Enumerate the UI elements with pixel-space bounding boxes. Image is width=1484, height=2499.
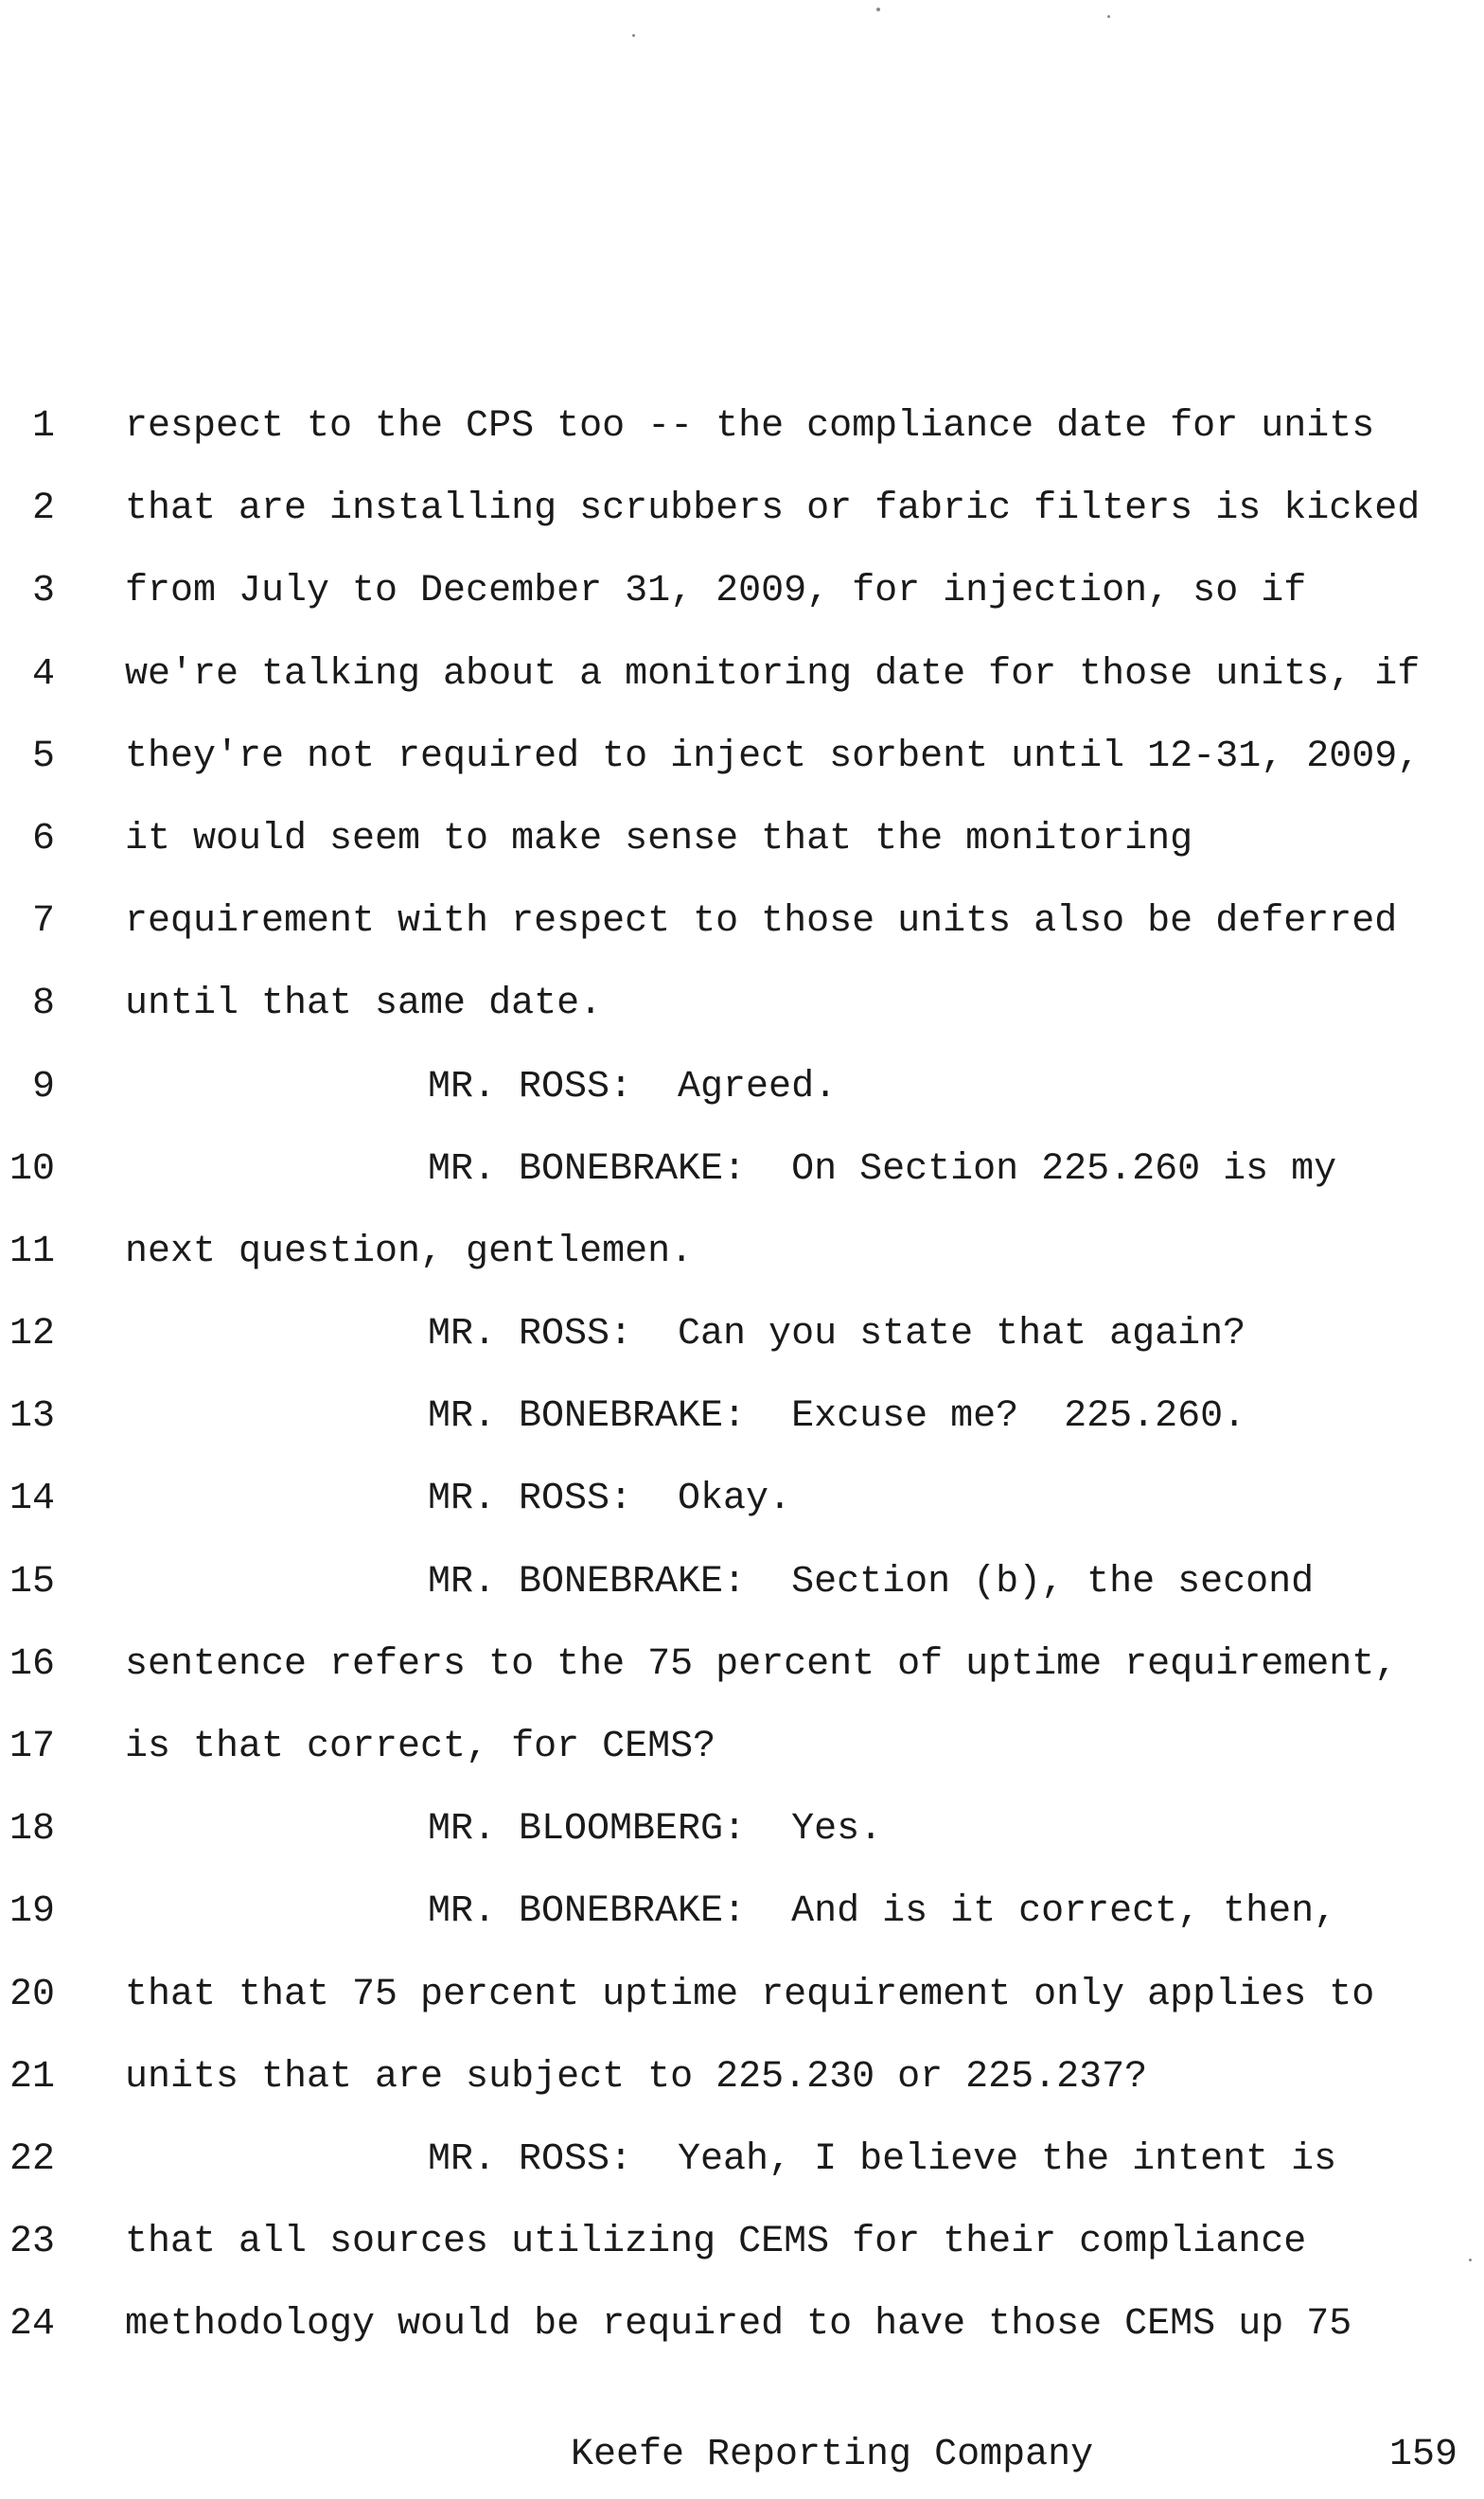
line-number: 1 (31, 405, 55, 448)
transcript-line (0, 485, 1484, 567)
transcript-line (0, 1723, 1484, 1805)
line-text: until that same date. (125, 983, 603, 1026)
line-text: sentence refers to the 75 percent of uptime requirement, (125, 1642, 1398, 1686)
speaker-line-text: MR. BONEBRAKE: And is it correct, then, (428, 1890, 1337, 1934)
transcript-line (0, 1805, 1484, 1888)
line-text: that are installing scrubbers or fabric filters is kicked (125, 487, 1421, 531)
speaker-line-text: MR. ROSS: Okay. (428, 1478, 792, 1521)
line-number: 15 (9, 1560, 55, 1604)
transcript-line (0, 980, 1484, 1062)
transcript-line (0, 733, 1484, 815)
line-number: 20 (9, 1973, 55, 2016)
line-text: respect to the CPS too -- the compliance date for units (125, 405, 1375, 448)
speaker-line-text: MR. BLOOMBERG: Yes. (428, 1808, 883, 1852)
line-number: 12 (9, 1313, 55, 1356)
line-number: 14 (9, 1478, 55, 1521)
scan-mark (1107, 15, 1110, 18)
transcript-line (0, 1310, 1484, 1392)
transcript-line (0, 1640, 1484, 1723)
scan-mark (876, 8, 880, 11)
speaker-line-text: MR. ROSS: Yeah, I believe the intent is (428, 2137, 1337, 2181)
line-number: 5 (31, 735, 55, 778)
transcript-line (0, 1063, 1484, 1145)
line-number: 3 (31, 570, 55, 613)
transcript-line (0, 567, 1484, 649)
line-text: they're not required to inject sorbent until 12-31, 2009, (125, 735, 1421, 778)
line-text: units that are subject to 225.230 or 225.237? (125, 2055, 1148, 2099)
line-text: that all sources utilizing CEMS for their compliance (125, 2221, 1307, 2264)
line-text: that that 75 percent uptime requirement only applies to (125, 1973, 1375, 2016)
line-number: 8 (31, 983, 55, 1026)
line-text: is that correct, for CEMS? (125, 1726, 716, 1768)
line-number: 16 (9, 1642, 55, 1686)
footer-company-name: Keefe Reporting Company (571, 2434, 1094, 2476)
line-text: methodology would be required to have those CEMS up 75 (125, 2303, 1352, 2347)
line-number: 24 (9, 2303, 55, 2347)
line-number: 23 (9, 2221, 55, 2264)
speaker-line-text: MR. ROSS: Agreed. (428, 1065, 838, 1108)
transcript-body (0, 402, 1484, 2384)
transcript-line (0, 897, 1484, 980)
line-number: 18 (9, 1808, 55, 1852)
scan-mark (632, 34, 635, 37)
transcript-line (0, 2218, 1484, 2300)
transcript-line (0, 1145, 1484, 1228)
transcript-line (0, 650, 1484, 733)
line-text: we're talking about a monitoring date for those units, if (125, 652, 1421, 696)
line-number: 11 (9, 1230, 55, 1273)
transcript-line (0, 2300, 1484, 2383)
speaker-line-text: MR. BONEBRAKE: Excuse me? 225.260. (428, 1395, 1246, 1439)
speaker-line-text: MR. BONEBRAKE: On Section 225.260 is my (428, 1147, 1337, 1191)
transcript-line (0, 1971, 1484, 2053)
transcript-line (0, 1392, 1484, 1475)
line-number: 22 (9, 2137, 55, 2181)
speaker-line-text: MR. BONEBRAKE: Section (b), the second (428, 1560, 1315, 1604)
transcript-line (0, 1475, 1484, 1557)
speaker-line-text: MR. ROSS: Can you state that again? (428, 1313, 1246, 1356)
transcript-line (0, 1228, 1484, 1310)
transcript-line (0, 2136, 1484, 2218)
line-number: 7 (31, 900, 55, 944)
transcript-line (0, 2053, 1484, 2136)
transcript-line (0, 402, 1484, 485)
line-number: 19 (9, 1890, 55, 1934)
page-number: 159 (1389, 2434, 1458, 2476)
line-text: next question, gentlemen. (125, 1230, 694, 1273)
line-text: requirement with respect to those units also be deferred (125, 900, 1398, 944)
transcript-line (0, 815, 1484, 897)
line-text: from July to December 31, 2009, for injection, so if (125, 570, 1307, 613)
line-number: 17 (9, 1726, 55, 1768)
line-number: 2 (31, 487, 55, 531)
transcript-line (0, 1888, 1484, 1970)
page-footer (0, 2431, 1484, 2480)
line-number: 9 (31, 1065, 55, 1108)
line-number: 21 (9, 2055, 55, 2099)
line-text: it would seem to make sense that the monitoring (125, 817, 1193, 860)
line-number: 13 (9, 1395, 55, 1439)
transcript-line (0, 1558, 1484, 1640)
line-number: 10 (9, 1147, 55, 1191)
line-number: 4 (31, 652, 55, 696)
line-number: 6 (31, 817, 55, 860)
